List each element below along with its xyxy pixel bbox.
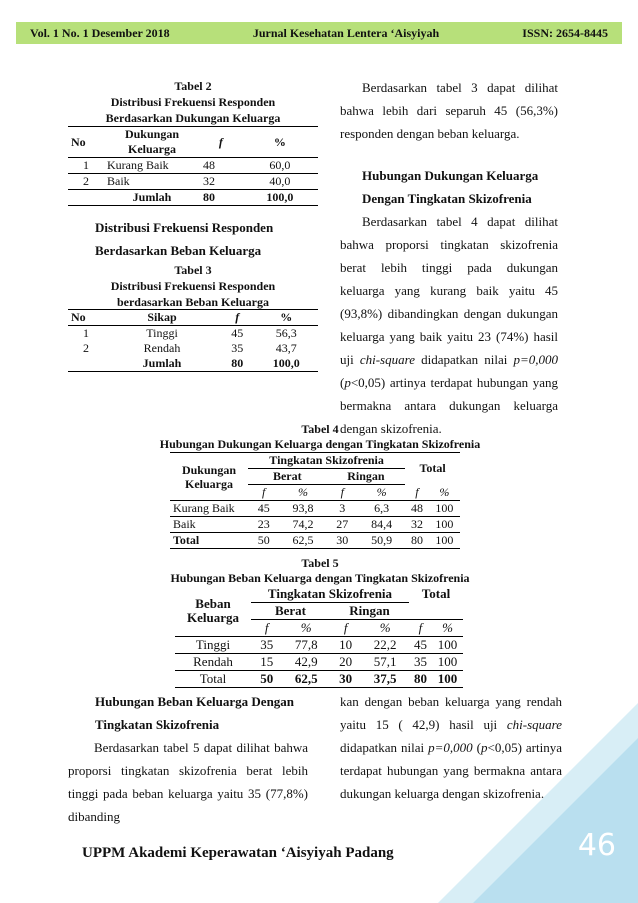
page-number: 46 [577, 828, 616, 863]
tabel4-title: Tabel 4 Hubungan Dukungan Keluarga dengan Tingkatan Skizofrenia [159, 422, 481, 451]
journal-header [16, 22, 622, 44]
table-row: 2 Baik 32 40,0 [68, 174, 318, 190]
tabel2: No Dukungan Keluarga f % 1 Kurang Baik 48 60,0 2 Baik 32 40,0 Jumlah 80 100,0 [68, 126, 318, 206]
table-row: 2 Rendah 35 43,7 [83, 341, 297, 355]
tabel5-title: Tabel 5 Hubungan Beban Keluarga dengan Tingkatan Skizofrenia [170, 556, 470, 585]
table-row: 1 Tinggi 45 56,3 [83, 326, 297, 340]
tabel5: Beban Keluarga Tingkatan Skizofrenia Total Berat Ringan f % f % f % Tinggi 35 77,8 10 22,2 45 100 Rendah 15 42,9 20 57,1 35 100 Total 50 62,5 30 37,5 80 100 [175, 586, 463, 688]
table-row: Total 50 62,5 30 37,5 80 100 [175, 671, 463, 688]
tabel4: Dukungan Keluarga Tingkatan Skizofrenia Total Berat Ringan f % f % f % Kurang Baik 45 93,8 3 6,3 48 100 Baik 23 74,2 27 84,4 32 100 Total 50 62,5 30 50,9 80 100 [170, 452, 460, 549]
section-heading-beban-hubungan: Hubungan Beban Keluarga Dengan Tingkatan Skizofrenia [95, 694, 295, 732]
table-row: Baik 23 74,2 27 84,4 32 100 [170, 517, 460, 533]
tabel2-title: Tabel 2 Distribusi Frekuensi Responden Berdasarkan Dukungan Keluarga [105, 79, 281, 125]
paragraph-tabel5: Berdasarkan tabel 5 dapat dilihat bahwa proporsi tingkatan skizofrenia berat lebih tinggi pada beban keluarga yaitu 35 (77,8%) dibanding [68, 740, 308, 824]
paragraph-tabel4: Berdasarkan tabel 4 dapat dilihat bahwa proporsi tingkatan skizofrenia berat lebih tinggi pada dukungan keluarga yang kurang baik yaitu 45 (93,8%) dibandingkan dengan dukungan keluarga yang baik yaitu 23 (74%) hasil uji chi-square didapatkan nilai p=0,000 (p<0,05) artinya terdapat hubungan yang bermakna antara dukungan keluarga dengan skizofrenia. [340, 214, 558, 436]
paragraph-tabel3: Berdasarkan tabel 3 dapat dilihat bahwa lebih dari separuh 45 (56,3%) responden dengan beban keluarga. [340, 80, 558, 141]
table-row: 1 Kurang Baik 48 60,0 [68, 158, 318, 174]
table-row: Jumlah 80 100,0 [68, 190, 318, 206]
table-row: Total 50 62,5 30 50,9 80 100 [170, 533, 460, 549]
section-heading-beban: Distribusi Frekuensi Responden Berdasarkan Beban Keluarga [95, 220, 274, 258]
table-row: Jumlah 80 100,0 [68, 356, 318, 372]
table-row: Rendah 15 42,9 20 57,1 35 100 [175, 654, 463, 671]
table-row: Tinggi 35 77,8 10 22,2 45 100 [175, 637, 463, 654]
issn-label: ISSN: 2654-8445 [522, 25, 608, 40]
corner-decoration-inner [473, 738, 638, 903]
paragraph-tabel5-cont: kan dengan beban keluarga yang rendah yaitu 15 ( 42,9) hasil uji chi-square didapatkan nilai p=0,000 (p<0,05) artinya terdapat hubungan yang bermakna antara dukungan keluarga dengan skizofrenia. [340, 694, 562, 801]
journal-name: Jurnal Kesehatan Lentera ‘Aisyiyah [252, 25, 440, 40]
section-heading-dukungan: Hubungan Dukungan Keluarga Dengan Tingkatan Skizofrenia [362, 168, 539, 206]
footer-institution: UPPM Akademi Keperawatan ‘Aisyiyah Padang [82, 845, 394, 861]
volume-label: Vol. 1 No. 1 Desember 2018 [30, 25, 170, 40]
tabel3-title: Tabel 3 Distribusi Frekuensi Responden berdasarkan Beban Keluarga [110, 263, 276, 309]
table-row: Kurang Baik 45 93,8 3 6,3 48 100 [170, 501, 460, 517]
tabel3: No Sikap f % 1 Tinggi 45 56,3 2 Rendah 35 43,7 Jumlah 80 100,0 [68, 309, 318, 372]
